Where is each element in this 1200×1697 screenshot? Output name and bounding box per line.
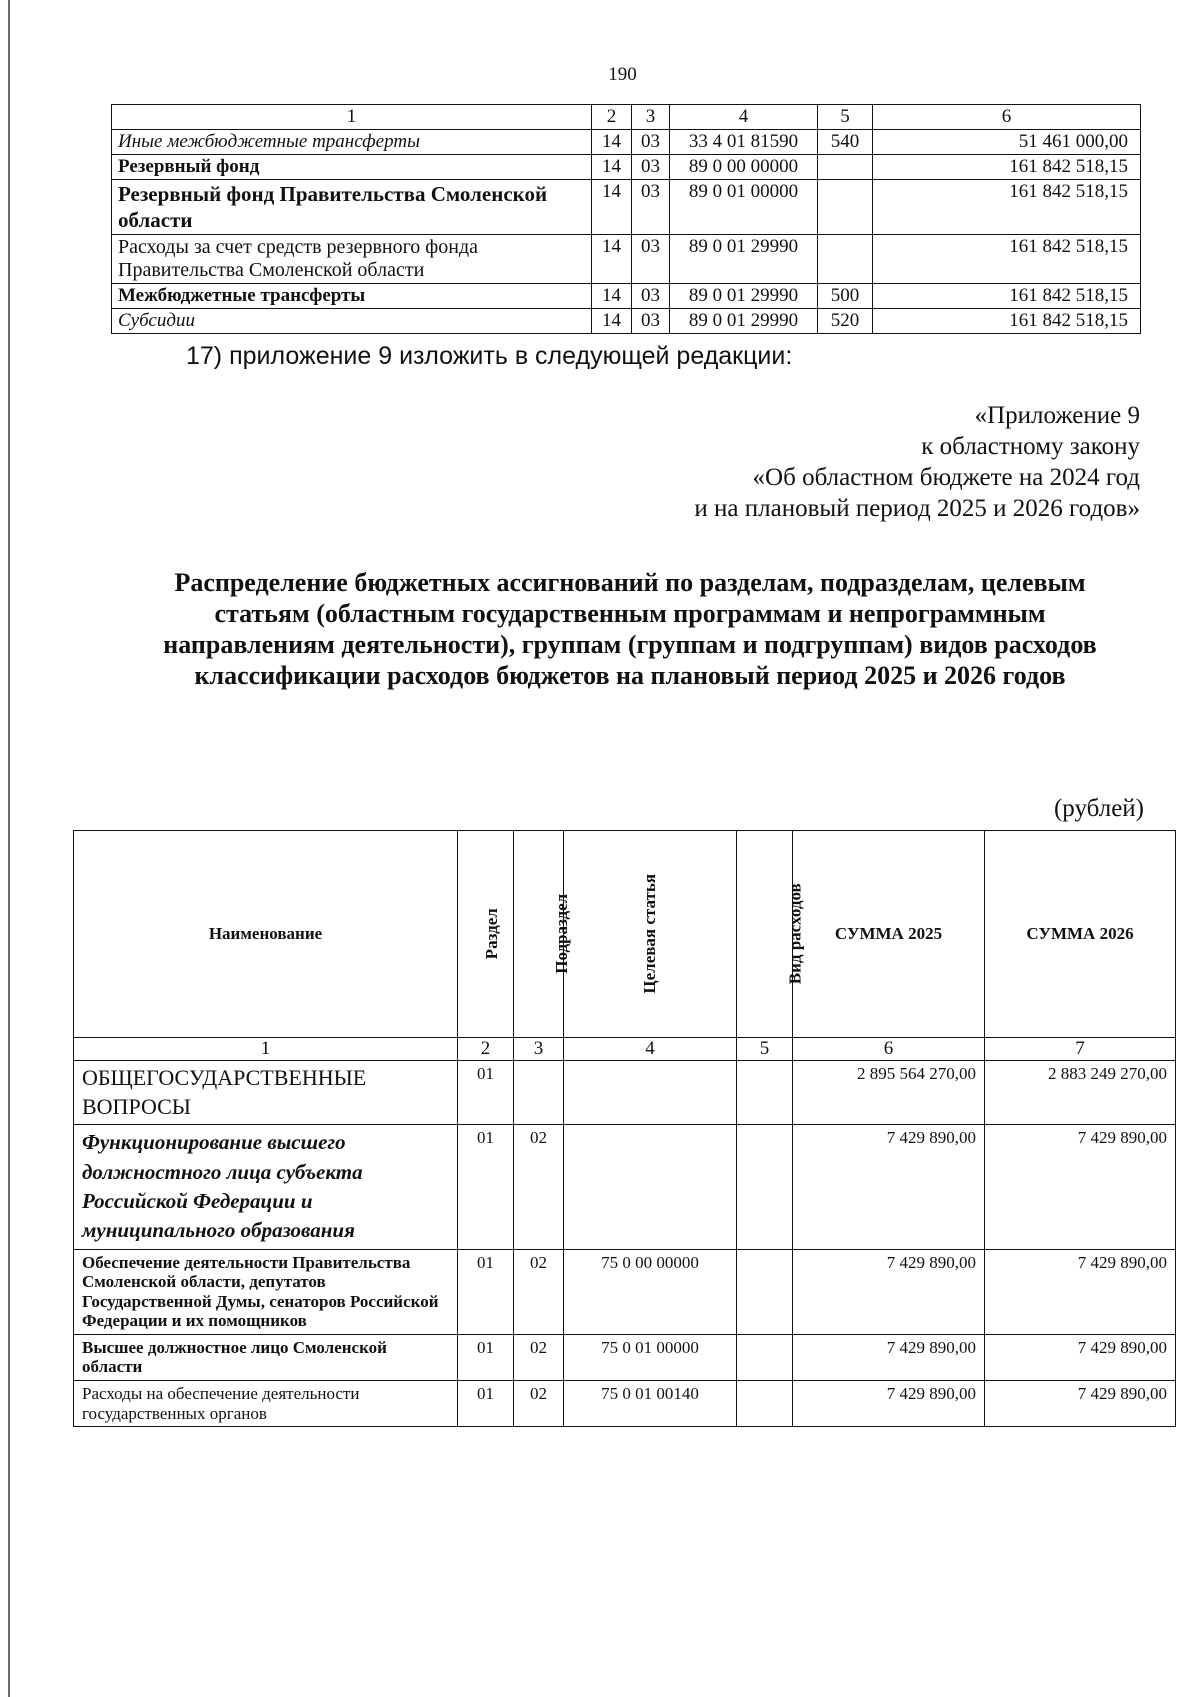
row-tsel: 75 0 01 00140 [564, 1381, 737, 1427]
header-razdel [458, 831, 514, 1038]
row-tsel: 89 0 00 00000 [670, 154, 818, 179]
row-name: Высшее должностное лицо Смоленской области [74, 1334, 458, 1380]
row-sum-2026: 7 429 890,00 [985, 1249, 1176, 1334]
row-sum: 161 842 518,15 [873, 235, 1141, 284]
row-razdel: 14 [592, 284, 632, 309]
table-row [112, 308, 1141, 333]
row-name: Обеспечение деятельности Правительства Смоленской области, депутатов Государственной Думы, сенаторов Российской Федерации и их помощников [74, 1249, 458, 1334]
appendix-line: к областному закону [921, 433, 1140, 460]
row-tsel: 89 0 01 00000 [670, 179, 818, 235]
document-title [100, 567, 1160, 691]
table-row [74, 1249, 1176, 1334]
table2-header-row [74, 831, 1176, 1038]
row-sum: 161 842 518,15 [873, 154, 1141, 179]
table1-colnum: 5 [818, 105, 873, 130]
row-vid: 520 [818, 308, 873, 333]
row-podrazdel: 02 [514, 1334, 564, 1380]
header-tsel-text: Целевая статья [640, 874, 660, 994]
table-row [74, 1381, 1176, 1427]
title-line: Распределение бюджетных ассигнований по разделам, подразделам, целевым [174, 568, 1086, 597]
row-name: Межбюджетные трансферты [112, 284, 592, 309]
row-sum: 161 842 518,15 [873, 308, 1141, 333]
header-vid [737, 831, 805, 1038]
budget-table-continued [111, 104, 1141, 334]
row-razdel: 14 [592, 129, 632, 154]
title-line: статьям (областным государственным программам и непрограммным [214, 599, 1046, 628]
table-row [74, 1125, 1176, 1250]
table2-colnum: 4 [564, 1038, 737, 1061]
table-row [74, 1334, 1176, 1380]
table2-colnum: 5 [737, 1038, 793, 1061]
row-razdel: 14 [592, 154, 632, 179]
row-vid [737, 1334, 793, 1380]
table2-colnum: 1 [74, 1038, 458, 1061]
row-vid [818, 235, 873, 284]
table1-colnum: 1 [112, 105, 592, 130]
row-sum-2026: 7 429 890,00 [985, 1125, 1176, 1250]
header-razdel-text: Раздел [481, 908, 501, 960]
table1-colnum: 3 [632, 105, 670, 130]
row-sum-2026: 7 429 890,00 [985, 1381, 1176, 1427]
row-podrazdel: 03 [632, 154, 670, 179]
table2-colnum: 3 [514, 1038, 564, 1061]
table1-colnum: 4 [670, 105, 818, 130]
title-line: классификации расходов бюджетов на плановый период 2025 и 2026 годов [194, 661, 1066, 690]
scan-edge-line [8, 0, 10, 1697]
row-razdel: 01 [458, 1249, 514, 1334]
table2-colnum: 2 [458, 1038, 514, 1061]
table2-colnum: 7 [985, 1038, 1176, 1061]
row-vid [737, 1125, 793, 1250]
row-razdel: 01 [458, 1381, 514, 1427]
amendment-text: 17) приложение 9 изложить в следующей редакции: [186, 342, 793, 370]
row-vid [737, 1061, 793, 1125]
row-razdel: 01 [458, 1061, 514, 1125]
row-sum: 161 842 518,15 [873, 284, 1141, 309]
row-name: Субсидии [112, 308, 592, 333]
row-vid: 500 [818, 284, 873, 309]
table1-colnum: 6 [873, 105, 1141, 130]
row-razdel: 14 [592, 235, 632, 284]
row-tsel: 75 0 00 00000 [564, 1249, 737, 1334]
row-vid [737, 1381, 793, 1427]
row-sum-2025: 7 429 890,00 [793, 1249, 985, 1334]
row-tsel: 33 4 01 81590 [670, 129, 818, 154]
row-podrazdel: 03 [632, 308, 670, 333]
row-tsel [564, 1061, 737, 1125]
row-name: Расходы на обеспечение деятельности государственных органов [74, 1381, 458, 1427]
table1-colnum: 2 [592, 105, 632, 130]
row-vid [737, 1249, 793, 1334]
row-razdel: 14 [592, 308, 632, 333]
header-podrazdel-text: Подраздел [552, 893, 572, 974]
row-sum-2025: 7 429 890,00 [793, 1381, 985, 1427]
table-row [112, 235, 1141, 284]
row-sum-2026: 2 883 249 270,00 [985, 1061, 1176, 1125]
row-sum-2025: 2 895 564 270,00 [793, 1061, 985, 1125]
row-name: Резервный фонд [112, 154, 592, 179]
table-row [112, 179, 1141, 235]
row-podrazdel: 03 [632, 129, 670, 154]
header-tsel [564, 831, 737, 1038]
row-name: Иные межбюджетные трансферты [112, 129, 592, 154]
row-podrazdel [514, 1061, 564, 1125]
table-row [112, 284, 1141, 309]
table-row [112, 129, 1141, 154]
row-sum-2025: 7 429 890,00 [793, 1125, 985, 1250]
table1-column-numbers [112, 105, 1141, 130]
row-podrazdel: 02 [514, 1125, 564, 1250]
header-sum-2026: СУММА 2026 [985, 831, 1176, 1038]
appendix-line: «Приложение 9 [974, 402, 1140, 429]
row-podrazdel: 03 [632, 284, 670, 309]
table2-column-numbers [74, 1038, 1176, 1061]
header-vid-text: Вид расходов [785, 883, 805, 985]
row-sum: 161 842 518,15 [873, 179, 1141, 235]
row-name: Резервный фонд Правительства Смоленской области [112, 179, 592, 235]
budget-allocation-table [73, 830, 1176, 1427]
row-tsel: 89 0 01 29990 [670, 308, 818, 333]
row-tsel: 89 0 01 29990 [670, 235, 818, 284]
row-vid [818, 154, 873, 179]
appendix-line: и на плановый период 2025 и 2026 годов» [694, 495, 1140, 522]
row-podrazdel: 03 [632, 179, 670, 235]
header-sum-2025: СУММА 2025 [793, 831, 985, 1038]
appendix-reference [694, 400, 1140, 524]
row-sum: 51 461 000,00 [873, 129, 1141, 154]
row-podrazdel: 02 [514, 1381, 564, 1427]
row-tsel: 89 0 01 29990 [670, 284, 818, 309]
row-podrazdel: 03 [632, 235, 670, 284]
units-label: (рублей) [1053, 795, 1144, 822]
header-podrazdel [514, 831, 572, 1038]
row-name: Функционирование высшего должностного лица субъекта Российской Федерации и муниципального образования [74, 1125, 458, 1250]
row-razdel: 01 [458, 1125, 514, 1250]
row-podrazdel: 02 [514, 1249, 564, 1334]
header-name: Наименование [74, 831, 458, 1038]
table-row [74, 1061, 1176, 1125]
row-razdel: 01 [458, 1334, 514, 1380]
row-tsel: 75 0 01 00000 [564, 1334, 737, 1380]
row-sum-2026: 7 429 890,00 [985, 1334, 1176, 1380]
page-number: 190 [608, 64, 637, 85]
row-razdel: 14 [592, 179, 632, 235]
table2-colnum: 6 [793, 1038, 985, 1061]
row-vid: 540 [818, 129, 873, 154]
appendix-line: «Об областном бюджете на 2024 год [752, 464, 1140, 491]
row-name: ОБЩЕГОСУДАРСТВЕННЫЕ ВОПРОСЫ [74, 1061, 458, 1125]
row-vid [818, 179, 873, 235]
row-tsel [564, 1125, 737, 1250]
row-sum-2025: 7 429 890,00 [793, 1334, 985, 1380]
row-name: Расходы за счет средств резервного фонда Правительства Смоленской области [112, 235, 592, 284]
title-line: направлениям деятельности), группам (группам и подгруппам) видов расходов [163, 630, 1097, 659]
table-row [112, 154, 1141, 179]
